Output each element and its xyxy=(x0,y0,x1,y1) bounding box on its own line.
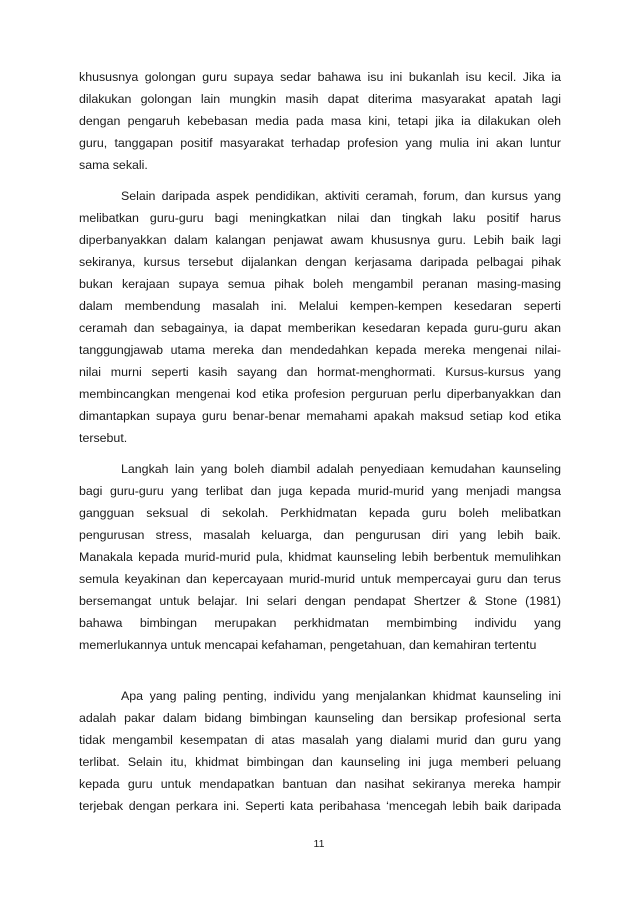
text-line: terjebak dengan perkara ini. Seperti kata peribahasa ‘mencegah lebih baik daripada xyxy=(79,799,561,813)
text-line: adalah pakar dalam bidang bimbingan kaunseling dan bersikap profesional serta xyxy=(79,711,561,725)
text-line: tidak mengambil kesempatan di atas masalah yang dialami murid dan guru yang xyxy=(79,733,561,747)
text-line: sekiranya, kursus tersebut dijalankan dengan kerjasama daripada pelbagai pihak xyxy=(79,255,561,269)
text-line: semula keyakinan dan kepercayaan murid-murid untuk mempercayai guru dan terus xyxy=(79,572,561,586)
text-line: bukan kerajaan supaya semua pihak boleh mengambil peranan masing-masing xyxy=(79,277,561,291)
text-line: dengan pengaruh kebebasan media pada masa kini, tetapi jika ia dilakukan oleh xyxy=(79,114,561,128)
text-line: Langkah lain yang boleh diambil adalah penyediaan kemudahan kaunseling xyxy=(121,462,561,476)
text-line: terlibat. Selain itu, khidmat bimbingan dan kaunseling ini juga memberi peluang xyxy=(79,755,561,769)
text-line: dilakukan golongan lain mungkin masih dapat diterima masyarakat apatah lagi xyxy=(79,92,561,106)
text-line: khususnya golongan guru supaya sedar bahawa isu ini bukanlah isu kecil. Jika ia xyxy=(79,70,561,84)
text-line: ceramah dan sebagainya, ia dapat memberikan kesedaran kepada guru-guru akan xyxy=(79,321,561,335)
paragraph-4 xyxy=(79,685,561,817)
text-line: dalam membendung masalah ini. Melalui kempen-kempen kesedaran seperti xyxy=(79,299,561,313)
text-line: kepada guru untuk mendapatkan bantuan dan nasihat sekiranya mereka hampir xyxy=(79,777,561,791)
paragraph-2 xyxy=(79,185,561,449)
text-line: melibatkan guru-guru bagi meningkatkan nilai dan tingkah laku positif harus xyxy=(79,211,561,225)
text-line: gangguan seksual di sekolah. Perkhidmatan kepada guru boleh melibatkan xyxy=(79,506,561,520)
text-line: Manakala kepada murid-murid pula, khidmat kaunseling lebih berbentuk memulihkan xyxy=(79,550,561,564)
page-number: 11 xyxy=(313,838,325,850)
text-line: bagi guru-guru yang terlibat dan juga kepada murid-murid yang menjadi mangsa xyxy=(79,484,561,498)
text-line: Apa yang paling penting, individu yang menjalankan khidmat kaunseling ini xyxy=(121,689,561,703)
text-line: membincangkan mengenai kod etika profesion perguruan perlu diperbanyakkan dan xyxy=(79,387,561,401)
text-line: diperbanyakkan dalam kalangan penjawat awam khususnya guru. Lebih baik lagi xyxy=(79,233,561,247)
text-line: Selain daripada aspek pendidikan, aktiviti ceramah, forum, dan kursus yang xyxy=(121,189,561,203)
paragraph-1 xyxy=(79,66,561,176)
text-line: dimantapkan supaya guru benar-benar memahami apakah maksud setiap kod etika xyxy=(79,409,561,423)
text-line: guru, tanggapan positif masyarakat terhadap profesion yang mulia ini akan luntur xyxy=(79,136,561,150)
paragraph-3 xyxy=(79,458,561,656)
text-line: pengurusan stress, masalah keluarga, dan pengurusan diri yang lebih baik. xyxy=(79,528,561,542)
text-line: bersemangat untuk belajar. Ini selari dengan pendapat Shertzer & Stone (1981) xyxy=(79,594,561,608)
text-line: tersebut. xyxy=(79,431,128,445)
text-line: nilai murni seperti kasih sayang dan hormat-menghormati. Kursus-kursus yang xyxy=(79,365,561,379)
text-line: bahawa bimbingan merupakan perkhidmatan membimbing individu yang xyxy=(79,616,561,630)
text-line: tanggungjawab utama mereka dan mendedahkan kepada mereka mengenai nilai- xyxy=(79,343,561,357)
text-line: sama sekali. xyxy=(79,158,148,172)
text-line: memerlukannya untuk mencapai kefahaman, pengetahuan, dan kemahiran tertentu xyxy=(79,638,537,652)
